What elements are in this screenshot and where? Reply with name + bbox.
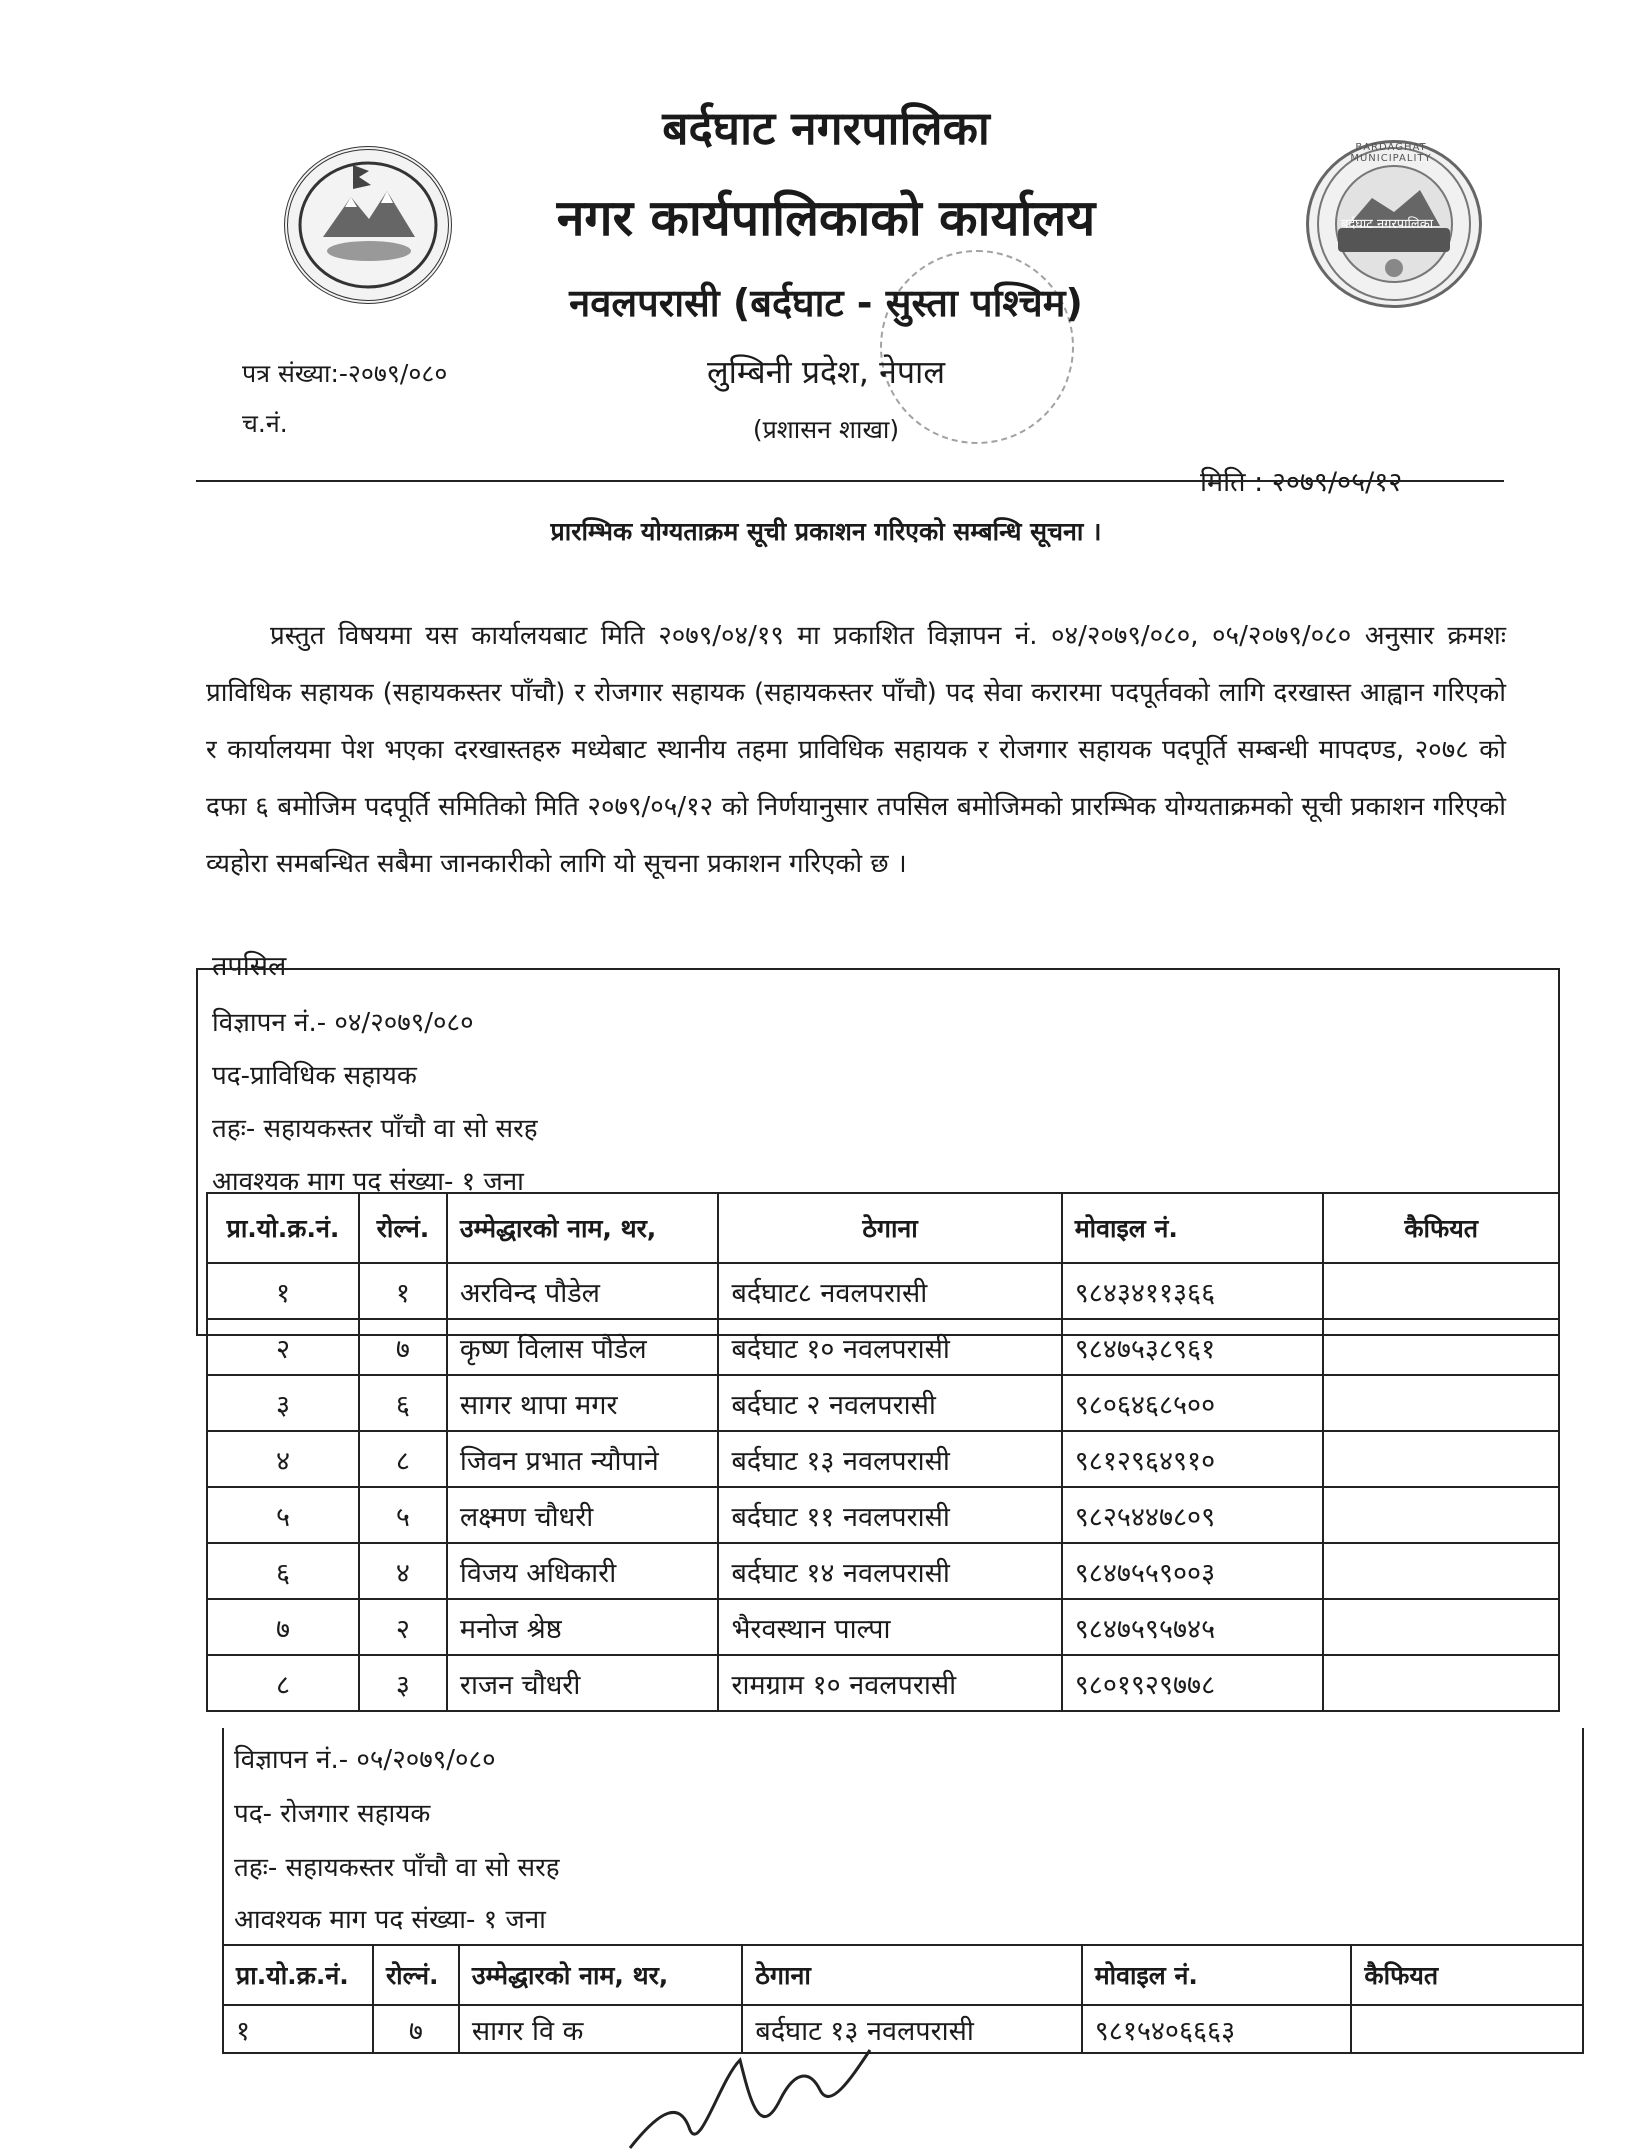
col-remarks: कैफियत bbox=[1351, 1945, 1583, 2005]
section2-post: पद- रोजगार सहायक bbox=[234, 1799, 431, 1829]
col-address: ठेगाना bbox=[742, 1945, 1081, 2005]
cell-serial: ३ bbox=[207, 1375, 359, 1431]
table-header-row bbox=[223, 1945, 1583, 2005]
cell-remarks bbox=[1323, 1319, 1559, 1375]
cell-name: कृष्ण विलास पौडेल bbox=[447, 1319, 719, 1375]
cell-address: बर्दघाट १३ नवलपरासी bbox=[742, 2005, 1081, 2053]
section2-vigyapan: विज्ञापन नं.- ०५/२०७९/०८० bbox=[234, 1745, 496, 1775]
municipality-logo-band: बर्दघाट नगरपालिका bbox=[1340, 217, 1434, 232]
cell-remarks bbox=[1323, 1543, 1559, 1599]
cell-mobile: ९८४७५५९००३ bbox=[1062, 1543, 1324, 1599]
signature bbox=[620, 2040, 880, 2152]
cell-serial: ६ bbox=[207, 1543, 359, 1599]
col-name: उम्मेद्धारको नाम, थर, bbox=[459, 1945, 742, 2005]
table-row bbox=[207, 1319, 1559, 1375]
section1-vigyapan: विज्ञापन नं.- ०४/२०७९/०८० bbox=[212, 1008, 474, 1038]
col-mobile: मोवाइल नं. bbox=[1062, 1193, 1324, 1263]
section2-table bbox=[222, 1944, 1584, 2054]
cell-serial: ५ bbox=[207, 1487, 359, 1543]
cell-address: बर्दघाट १४ नवलपरासी bbox=[718, 1543, 1061, 1599]
table-row bbox=[207, 1543, 1559, 1599]
cell-remarks bbox=[1323, 1487, 1559, 1543]
cell-serial: २ bbox=[207, 1319, 359, 1375]
table-row bbox=[207, 1375, 1559, 1431]
details-heading: तपसिल bbox=[212, 951, 287, 982]
cell-mobile: ९८४३४११३६६ bbox=[1062, 1263, 1324, 1319]
cell-address: भैरवस्थान पाल्पा bbox=[718, 1599, 1061, 1655]
section1-vacancy: आवश्यक माग पद संख्या- १ जना bbox=[212, 1167, 524, 1197]
cell-remarks bbox=[1323, 1655, 1559, 1711]
cell-roll: १ bbox=[359, 1263, 447, 1319]
table-row bbox=[207, 1431, 1559, 1487]
table-row bbox=[207, 1655, 1559, 1711]
col-remarks: कैफियत bbox=[1323, 1193, 1559, 1263]
cell-remarks bbox=[1351, 2005, 1583, 2053]
cell-serial: ४ bbox=[207, 1431, 359, 1487]
cell-roll: ५ bbox=[359, 1487, 447, 1543]
cell-name: मनोज श्रेष्ठ bbox=[447, 1599, 719, 1655]
section1-level: तहः- सहायकस्तर पाँचौ वा सो सरह bbox=[212, 1114, 538, 1144]
municipality-logo-text: BARDAGHAT MUNICIPALITY bbox=[1350, 142, 1432, 164]
table-row bbox=[207, 1487, 1559, 1543]
section2-vacancy: आवश्यक माग पद संख्या- १ जना bbox=[234, 1905, 546, 1935]
cell-mobile: ९८०१९२९७७८ bbox=[1062, 1655, 1324, 1711]
cell-roll: ७ bbox=[373, 2005, 459, 2053]
cell-name: सागर वि क bbox=[459, 2005, 742, 2053]
cell-mobile: ९८०६४६८५०० bbox=[1062, 1375, 1324, 1431]
cell-address: बर्दघाट ११ नवलपरासी bbox=[718, 1487, 1061, 1543]
cell-name: राजन चौधरी bbox=[447, 1655, 719, 1711]
cell-roll: २ bbox=[359, 1599, 447, 1655]
cell-mobile: ९८१५४०६६६३ bbox=[1082, 2005, 1352, 2053]
notice-date: मिति : २०७९/०५/१२ bbox=[1200, 467, 1403, 498]
office-name: नगर कार्यपालिकाको कार्यालय bbox=[556, 189, 1096, 247]
cell-remarks bbox=[1323, 1263, 1559, 1319]
cell-mobile: ९८२५४४७८०९ bbox=[1062, 1487, 1324, 1543]
municipality-name: बर्दघाट नगरपालिका bbox=[662, 101, 990, 155]
table-row bbox=[207, 1599, 1559, 1655]
cell-serial: १ bbox=[223, 2005, 373, 2053]
cell-address: बर्दघाट १० नवलपरासी bbox=[718, 1319, 1061, 1375]
col-roll: रोल्नं. bbox=[373, 1945, 459, 2005]
notice-body: प्रस्तुत विषयमा यस कार्यालयबाट मिति २०७९/०४/१९ मा प्रकाशित विज्ञापन नं. ०४/२०७९/०८०, ०५/२०७९/०८० अनुसार क्रमशः प्राविधिक सहायक (सहायकस्तर पाँचौ) र रोजगार सहायक (सहायकस्तर पाँचौ) पद सेवा करारमा पदपूर्तवको लागि दरखास्त आह्वान गरिएको र कार्यालयमा पेश भएका दरखास्तहरु मध्येबाट स्थानीय तहमा प्राविधिक सहायक र रोजगार सहायक पदपूर्ति सम्बन्धी मापदण्ड, २०७८ को दफा ६ बमोजिम पदपूर्ति समितिको मिति २०७९/०५/१२ को निर्णयानुसार तपसिल बमोजिमको प्रारम्भिक योग्यताक्रमको सूची प्रकाशन गरिएको व्यहोरा समबन्धित सबैमा जानकारीको लागि यो सूचना प्रकाशन गरिएको छ । bbox=[206, 621, 1506, 879]
table-row bbox=[223, 2005, 1583, 2053]
col-serial: प्रा.यो.क्र.नं. bbox=[223, 1945, 373, 2005]
cell-roll: ३ bbox=[359, 1655, 447, 1711]
notice-subject: प्रारम्भिक योग्यताक्रम सूची प्रकाशन गरिएको सम्बन्धि सूचना । bbox=[550, 517, 1102, 546]
header-divider bbox=[196, 480, 1504, 482]
cell-address: बर्दघाट २ नवलपरासी bbox=[718, 1375, 1061, 1431]
cell-roll: ७ bbox=[359, 1319, 447, 1375]
dispatch-number: च.नं. bbox=[242, 409, 288, 438]
letter-number: पत्र संख्या:-२०७९/०८० bbox=[242, 359, 448, 388]
section1-post: पद-प्राविधिक सहायक bbox=[212, 1061, 417, 1091]
cell-name: अरविन्द पौडेल bbox=[447, 1263, 719, 1319]
cell-name: सागर थापा मगर bbox=[447, 1375, 719, 1431]
section1-table bbox=[206, 1192, 1560, 1712]
cell-roll: ८ bbox=[359, 1431, 447, 1487]
cell-roll: ६ bbox=[359, 1375, 447, 1431]
cell-address: बर्दघाट १३ नवलपरासी bbox=[718, 1431, 1061, 1487]
col-address: ठेगाना bbox=[718, 1193, 1061, 1263]
col-roll: रोल्नं. bbox=[359, 1193, 447, 1263]
cell-address: रामग्राम १० नवलपरासी bbox=[718, 1655, 1061, 1711]
cell-name: विजय अधिकारी bbox=[447, 1543, 719, 1599]
branch-name: (प्रशासन शाखा) bbox=[752, 415, 900, 444]
cell-remarks bbox=[1323, 1599, 1559, 1655]
cell-serial: ८ bbox=[207, 1655, 359, 1711]
cell-remarks bbox=[1323, 1431, 1559, 1487]
cell-serial: १ bbox=[207, 1263, 359, 1319]
cell-name: लक्ष्मण चौधरी bbox=[447, 1487, 719, 1543]
cell-remarks bbox=[1323, 1375, 1559, 1431]
col-mobile: मोवाइल नं. bbox=[1082, 1945, 1352, 2005]
cell-roll: ४ bbox=[359, 1543, 447, 1599]
cell-address: बर्दघाट८ नवलपरासी bbox=[718, 1263, 1061, 1319]
section2-level: तहः- सहायकस्तर पाँचौ वा सो सरह bbox=[234, 1853, 560, 1883]
cell-serial: ७ bbox=[207, 1599, 359, 1655]
table-header-row bbox=[207, 1193, 1559, 1263]
cell-mobile: ९८१२९६४९१० bbox=[1062, 1431, 1324, 1487]
col-name: उम्मेद्धारको नाम, थर, bbox=[447, 1193, 719, 1263]
table-row bbox=[207, 1263, 1559, 1319]
col-serial: प्रा.यो.क्र.नं. bbox=[207, 1193, 359, 1263]
office-location: नवलपरासी (बर्दघाट - सुस्ता पश्चिम) bbox=[569, 281, 1083, 325]
cell-mobile: ९८४७५३८९६१ bbox=[1062, 1319, 1324, 1375]
province-name: लुम्बिनी प्रदेश, नेपाल bbox=[706, 353, 946, 391]
cell-mobile: ९८४७५९५७४५ bbox=[1062, 1599, 1324, 1655]
cell-name: जिवन प्रभात न्यौपाने bbox=[447, 1431, 719, 1487]
